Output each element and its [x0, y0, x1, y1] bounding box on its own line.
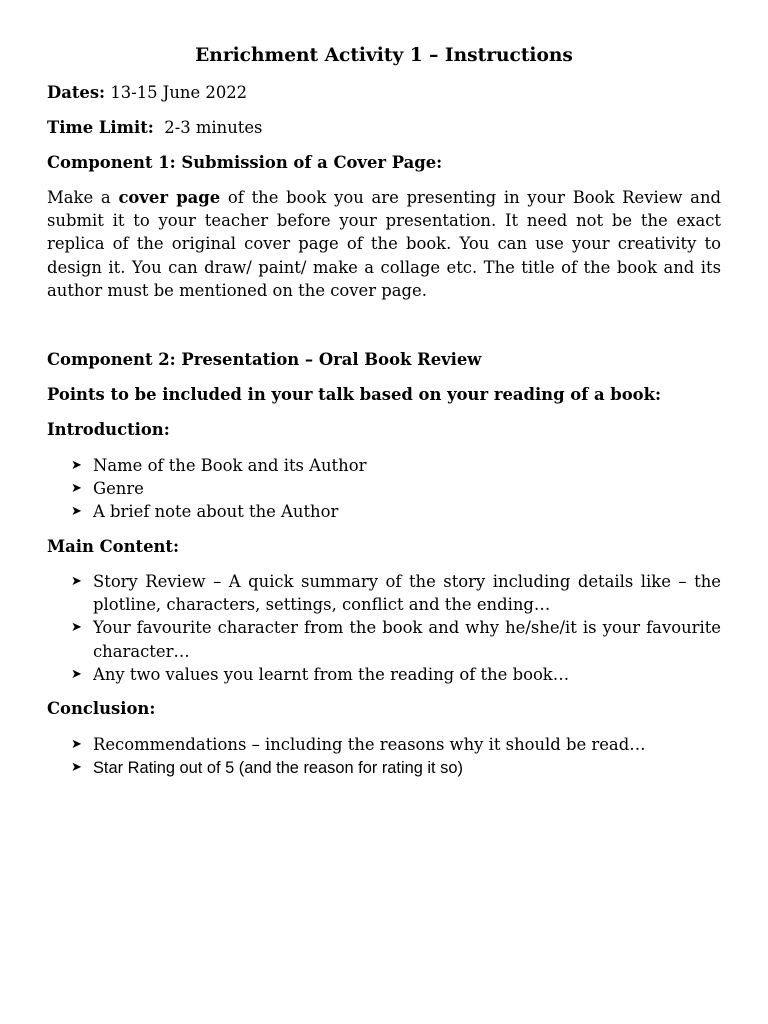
list-item: ➤ Name of the Book and its Author: [47, 454, 721, 477]
main-content-heading: Main Content:: [47, 537, 180, 556]
arrowhead-bullet-icon: ➤: [71, 666, 82, 682]
list-item: ➤ Genre: [47, 477, 721, 500]
list-item: ➤ A brief note about the Author: [47, 500, 721, 523]
page-title: Enrichment Activity 1 – Instructions: [195, 45, 573, 66]
main-content-list: [47, 570, 721, 686]
introduction-heading: Introduction:: [47, 420, 170, 439]
list-item: ➤ Your favourite character from the book and why he/she/it is your favourite character…: [71, 618, 721, 661]
dates-value: 13-15 June 2022: [105, 83, 248, 102]
dates-line: [47, 82, 247, 104]
list-item: ➤ Any two values you learnt from the reading of the book…: [47, 663, 721, 686]
time-limit-value: 2-3 minutes: [153, 118, 263, 137]
list-item: ➤ Story Review – A quick summary of the story including details like – the plotline, characters, settings, conflict and the ending…: [71, 572, 721, 615]
introduction-list: [47, 454, 721, 524]
conclusion-list: [47, 733, 721, 780]
points-heading: Points to be included in your talk based on your reading of a book:: [47, 385, 662, 404]
arrowhead-bullet-icon: ➤: [71, 737, 82, 752]
arrowhead-bullet-icon: ➤: [71, 504, 82, 520]
component2-heading: Component 2: Presentation – Oral Book Review: [47, 350, 482, 369]
conclusion-heading: Conclusion:: [47, 699, 156, 718]
cover-page-term: cover page: [118, 188, 221, 207]
arrowhead-bullet-icon: ➤: [71, 620, 82, 636]
list-item: ➤ Recommendations – including the reasons why it should be read…: [47, 733, 721, 756]
arrowhead-bullet-icon: ➤: [71, 481, 82, 497]
list-item: ➤ Star Rating out of 5 (and the reason for rating it so): [47, 756, 721, 780]
component1-text-after: of the book you are presenting in your Book Review and submit it to your teacher before your presentation. It need not be the exact replica of the original cover page of the book. You can use your creativity to design it. You can draw/ paint/ make a collage etc. The title of the book and its author must be mentioned on the cover page.: [47, 188, 721, 300]
component1-text-before: Make a: [47, 188, 119, 207]
arrowhead-bullet-icon: ➤: [71, 574, 82, 589]
component1-heading: Component 1: Submission of a Cover Page:: [47, 153, 443, 172]
arrowhead-bullet-icon: ➤: [71, 760, 82, 776]
component1-paragraph: [47, 186, 721, 302]
arrowhead-bullet-icon: ➤: [71, 458, 82, 473]
time-limit-line: [47, 117, 262, 139]
time-limit-label: Time Limit:: [47, 118, 154, 137]
dates-label: Dates:: [47, 83, 106, 102]
